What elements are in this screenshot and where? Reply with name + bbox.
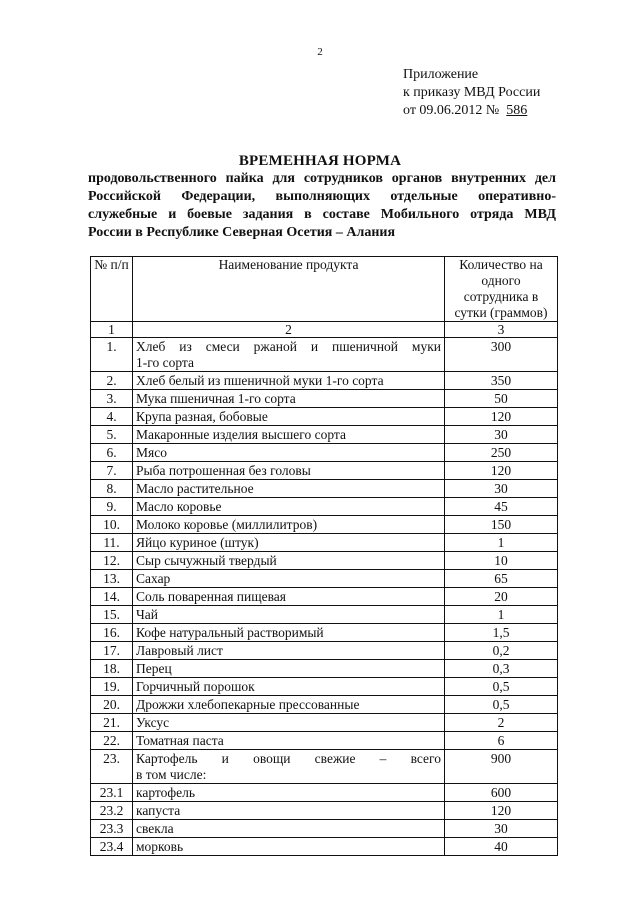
row-number: 23.2 — [91, 802, 133, 820]
table-row — [91, 338, 558, 372]
product-quantity: 150 — [445, 516, 558, 534]
product-quantity: 65 — [445, 570, 558, 588]
product-name-line: 1-го сорта — [136, 355, 194, 370]
product-name: Перец — [133, 660, 445, 678]
table-row — [91, 498, 558, 516]
column-number: 1 — [91, 322, 133, 338]
row-number: 1. — [91, 338, 133, 372]
row-number: 13. — [91, 570, 133, 588]
product-quantity: 50 — [445, 390, 558, 408]
table-row — [91, 552, 558, 570]
row-number: 23.4 — [91, 838, 133, 856]
product-quantity: 0,5 — [445, 678, 558, 696]
product-quantity: 1,5 — [445, 624, 558, 642]
table-row — [91, 408, 558, 426]
product-name: Молоко коровье (миллилитров) — [133, 516, 445, 534]
product-name: картофель — [133, 784, 445, 802]
appendix-line-3 — [403, 102, 540, 120]
product-name: Масло растительное — [133, 480, 445, 498]
row-number: 3. — [91, 390, 133, 408]
table-row — [91, 390, 558, 408]
document-title: ВРЕМЕННАЯ НОРМА — [238, 153, 402, 169]
product-quantity: 350 — [445, 372, 558, 390]
table-row — [91, 696, 558, 714]
table-row — [91, 606, 558, 624]
column-number-row — [91, 322, 558, 338]
column-number: 2 — [133, 322, 445, 338]
product-name: Сахар — [133, 570, 445, 588]
product-name: капуста — [133, 802, 445, 820]
product-quantity: 0,2 — [445, 642, 558, 660]
row-number: 18. — [91, 660, 133, 678]
row-number: 23. — [91, 750, 133, 784]
product-quantity: 250 — [445, 444, 558, 462]
product-name: Чай — [133, 606, 445, 624]
header-quantity: Количество на одного сотрудника в сутки (граммов) — [445, 257, 558, 322]
product-quantity: 120 — [445, 462, 558, 480]
product-quantity: 30 — [445, 426, 558, 444]
product-quantity: 10 — [445, 552, 558, 570]
table-row — [91, 802, 558, 820]
product-name: Рыба потрошенная без головы — [133, 462, 445, 480]
product-name: Макаронные изделия высшего сорта — [133, 426, 445, 444]
row-number: 12. — [91, 552, 133, 570]
product-quantity: 120 — [445, 802, 558, 820]
product-name: Хлеб белый из пшеничной муки 1-го сорта — [133, 372, 445, 390]
product-name: Уксус — [133, 714, 445, 732]
subtitle-line: России в Республике Северная Осетия – Алания — [88, 225, 396, 240]
ration-norm-table — [90, 256, 558, 856]
subtitle-line: Российской Федерации, выполняющих отдельные оперативно- — [88, 189, 556, 204]
product-quantity: 6 — [445, 732, 558, 750]
product-name — [133, 750, 445, 784]
product-name: Дрожжи хлебопекарные прессованные — [133, 696, 445, 714]
row-number: 5. — [91, 426, 133, 444]
table-row — [91, 462, 558, 480]
table-row — [91, 426, 558, 444]
table-row — [91, 838, 558, 856]
row-number: 11. — [91, 534, 133, 552]
product-name: свекла — [133, 820, 445, 838]
page-number: 2 — [317, 46, 323, 58]
row-number: 6. — [91, 444, 133, 462]
product-name: Соль поваренная пищевая — [133, 588, 445, 606]
product-quantity: 0,5 — [445, 696, 558, 714]
product-quantity: 30 — [445, 480, 558, 498]
row-number: 22. — [91, 732, 133, 750]
table-header-row — [91, 257, 558, 322]
appendix-line-1: Приложение — [403, 67, 479, 82]
product-name-line: в том числе: — [136, 767, 207, 782]
product-quantity: 1 — [445, 534, 558, 552]
product-name-line: Хлеб из смеси ржаной и пшеничной муки — [136, 339, 441, 354]
product-name: Томатная паста — [133, 732, 445, 750]
product-quantity: 40 — [445, 838, 558, 856]
product-name: Крупа разная, бобовые — [133, 408, 445, 426]
product-name: Лавровый лист — [133, 642, 445, 660]
row-number: 7. — [91, 462, 133, 480]
row-number: 19. — [91, 678, 133, 696]
product-name: Горчичный порошок — [133, 678, 445, 696]
product-name — [133, 338, 445, 372]
product-name: Кофе натуральный растворимый — [133, 624, 445, 642]
table-row — [91, 570, 558, 588]
appendix-block — [403, 66, 540, 120]
table-row — [91, 714, 558, 732]
product-quantity: 120 — [445, 408, 558, 426]
table-row — [91, 588, 558, 606]
product-name-line: Картофель и овощи свежие – всего — [136, 751, 441, 766]
row-number: 23.1 — [91, 784, 133, 802]
product-quantity: 900 — [445, 750, 558, 784]
table-row — [91, 732, 558, 750]
table-row — [91, 480, 558, 498]
table-row — [91, 820, 558, 838]
row-number: 15. — [91, 606, 133, 624]
product-name: Сыр сычужный твердый — [133, 552, 445, 570]
product-name: Мясо — [133, 444, 445, 462]
product-quantity: 45 — [445, 498, 558, 516]
table-row — [91, 516, 558, 534]
appendix-date: от 09.06.2012 № — [403, 103, 500, 118]
table-row — [91, 534, 558, 552]
row-number: 21. — [91, 714, 133, 732]
document-subtitle — [88, 170, 556, 242]
table-row — [91, 660, 558, 678]
row-number: 14. — [91, 588, 133, 606]
row-number: 8. — [91, 480, 133, 498]
product-name: морковь — [133, 838, 445, 856]
product-quantity: 600 — [445, 784, 558, 802]
product-quantity: 1 — [445, 606, 558, 624]
row-number: 16. — [91, 624, 133, 642]
table-row — [91, 624, 558, 642]
product-quantity: 20 — [445, 588, 558, 606]
subtitle-line: служебные и боевые задания в составе Мобильного отряда МВД — [88, 207, 556, 222]
row-number: 9. — [91, 498, 133, 516]
product-name: Масло коровье — [133, 498, 445, 516]
order-number: 586 — [506, 103, 528, 118]
table-row — [91, 642, 558, 660]
row-number: 17. — [91, 642, 133, 660]
product-quantity: 0,3 — [445, 660, 558, 678]
product-name: Яйцо куриное (штук) — [133, 534, 445, 552]
product-name: Мука пшеничная 1-го сорта — [133, 390, 445, 408]
header-product-name: Наименование продукта — [133, 257, 445, 322]
table-row — [91, 750, 558, 784]
row-number: 23.3 — [91, 820, 133, 838]
column-number: 3 — [445, 322, 558, 338]
product-quantity: 30 — [445, 820, 558, 838]
table-row — [91, 784, 558, 802]
row-number: 10. — [91, 516, 133, 534]
subtitle-line: продовольственного пайка для сотрудников органов внутренних дел — [88, 171, 556, 186]
table-row — [91, 372, 558, 390]
table-row — [91, 444, 558, 462]
row-number: 20. — [91, 696, 133, 714]
header-number: № п/п — [91, 257, 133, 322]
row-number: 4. — [91, 408, 133, 426]
appendix-line-2: к приказу МВД России — [403, 85, 541, 100]
product-quantity: 2 — [445, 714, 558, 732]
product-quantity: 300 — [445, 338, 558, 372]
row-number: 2. — [91, 372, 133, 390]
table-row — [91, 678, 558, 696]
